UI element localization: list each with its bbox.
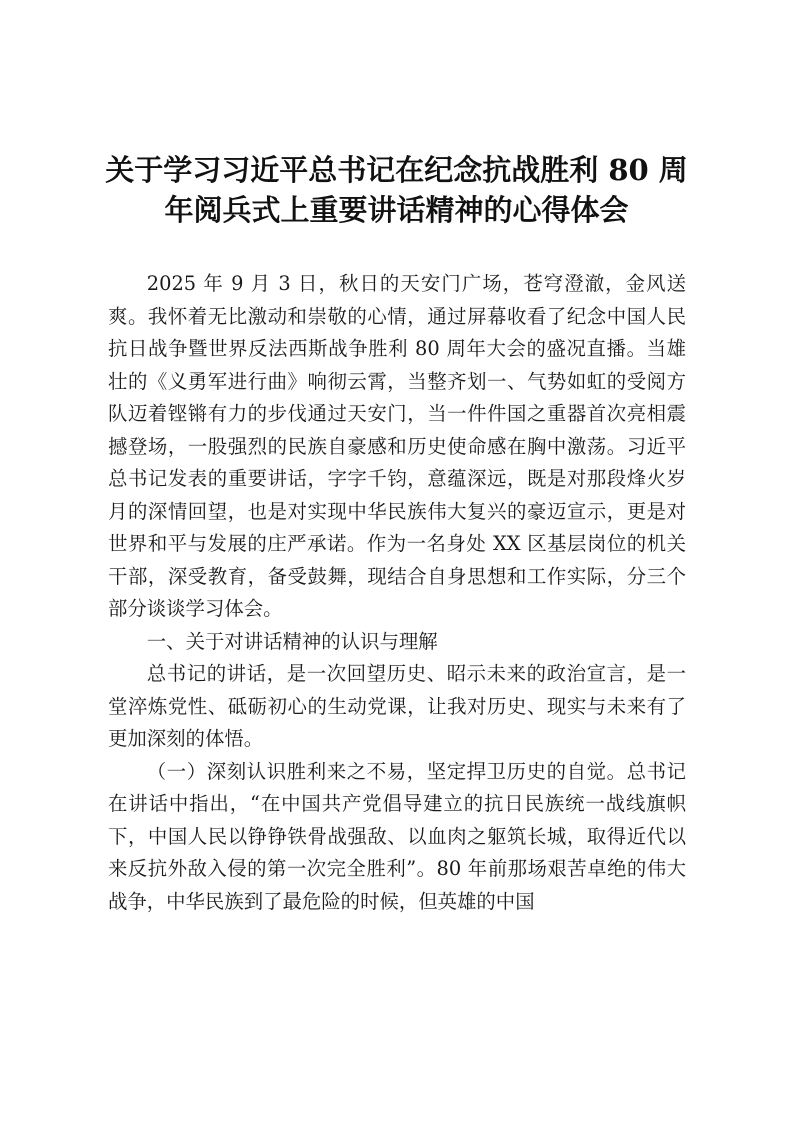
document-title <box>80 150 713 230</box>
document-body <box>108 268 686 918</box>
title-line-2: 年阅兵式上重要讲话精神的心得体会 <box>164 193 629 227</box>
section-heading: 一、关于对讲话精神的认识与理解 <box>146 629 438 653</box>
title-line-1: 关于学习习近平总书记在纪念抗战胜利 80 周 <box>105 153 688 187</box>
intro-paragraph: 2025 年 9 月 3 日，秋日的天安门广场，苍穹澄澈，金风送爽。我怀着无比激动和崇敬的心情，通过屏幕收看了纪念中国人民抗日战争暨世界反法西斯战争胜利 80 周年大会的盛况直播。当雄壮的《义勇军进行曲》响彻云霄，当整齐划一、气势如虹的受阅方队迈着铿锵有力的步伐通过天安门，当一件件国之重器首次亮相震撼登场，一股强烈的民族自豪感和历史使命感在胸中激荡。习近平总书记发表的重要讲话，字字千钧，意蕴深远，既是对那段烽火岁月的深情回望，也是对实现中华民族伟大复兴的豪迈宣示，更是对世界和平与发展的庄严承诺。作为一名身处 XX 区基层岗位的机关干部，深受教育，备受鼓舞，现结合自身思想和工作实际，分三个部分谈谈学习体会。 <box>108 272 686 620</box>
body-paragraph: （一）深刻认识胜利来之不易，坚定捍卫历史的自觉。总书记在讲话中指出，“在中国共产党倡导建立的抗日民族统一战线旗帜下，中国人民以铮铮铁骨战强敌、以血肉之躯筑长城，取得近代以来反抗外敌入侵的第一次完全胜利”。80 年前那场艰苦卓绝的伟大战争，中华民族到了最危险的时候，但英雄的中国 <box>108 759 686 913</box>
body-paragraph: 总书记的讲话，是一次回望历史、昭示未来的政治宣言，是一堂淬炼党性、砥砺初心的生动党课，让我对历史、现实与未来有了更加深刻的体悟。 <box>108 662 686 750</box>
